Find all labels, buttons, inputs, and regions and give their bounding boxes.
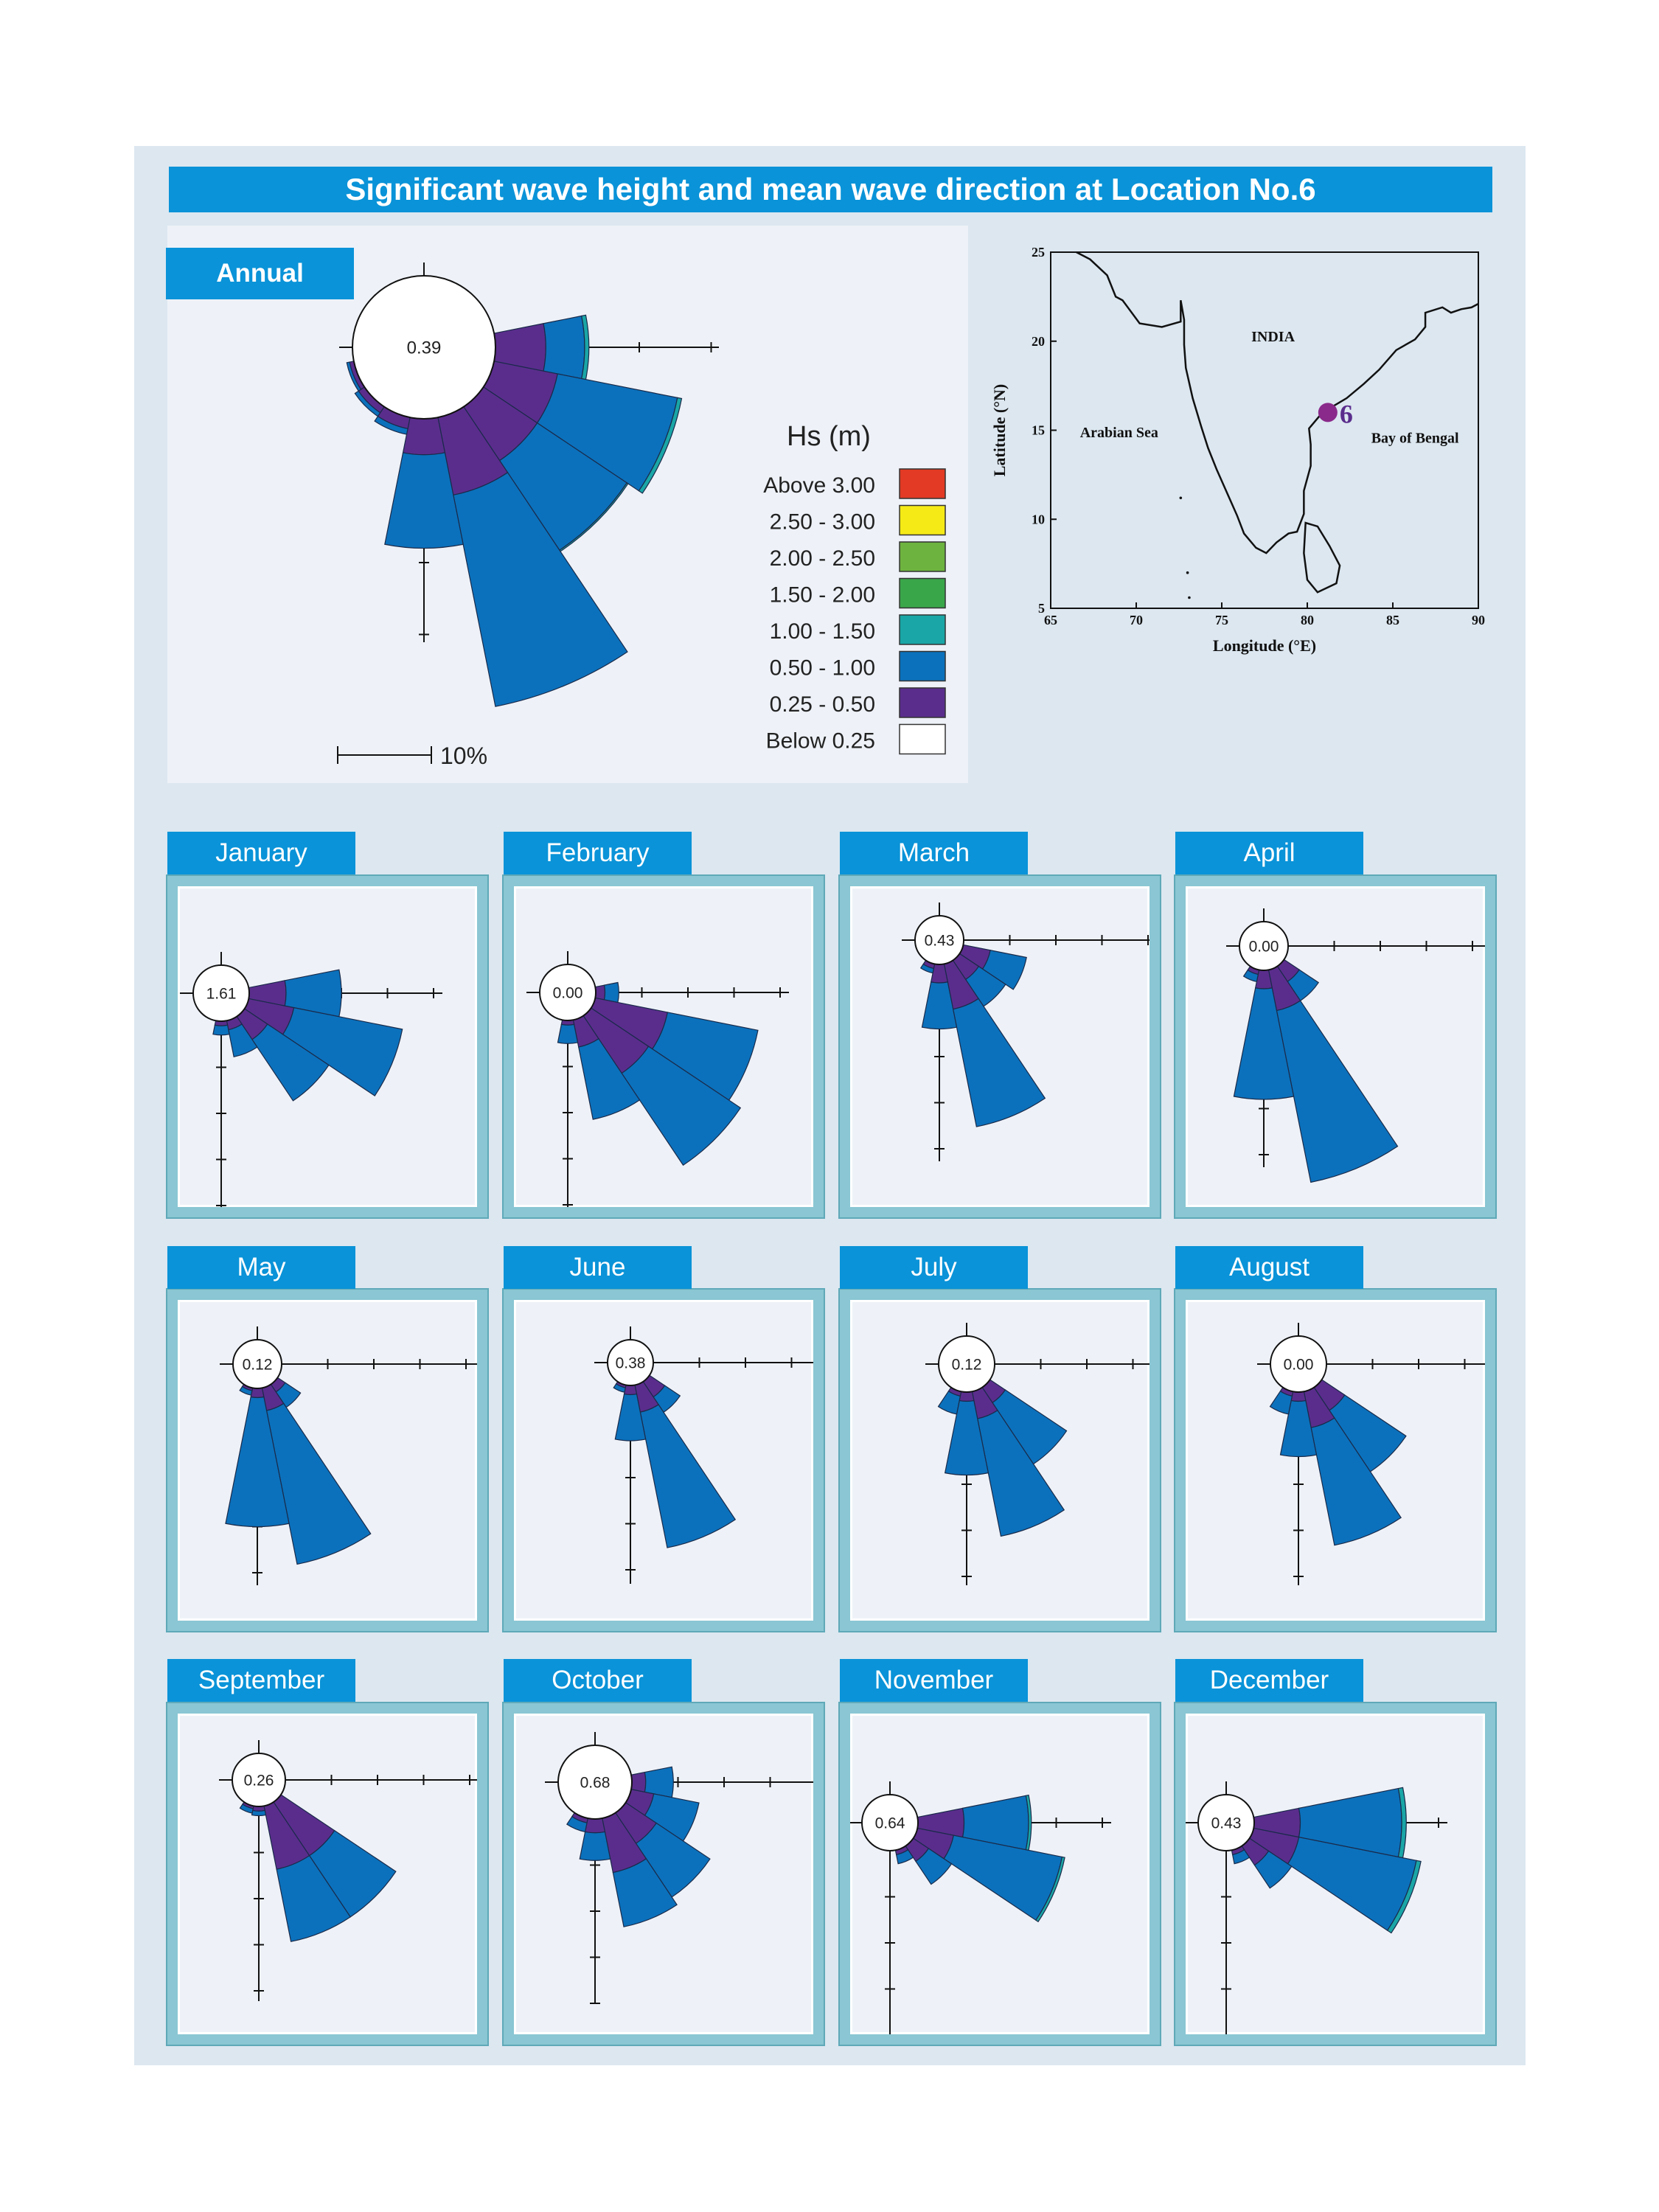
- march-tag: March: [840, 832, 1028, 874]
- legend-swatch: [900, 469, 945, 498]
- map-y-label: Latitude (°N): [990, 383, 1009, 477]
- february-chart-frame: [504, 876, 824, 1217]
- september-windrose: [178, 1714, 477, 2034]
- annual-windrose: [167, 226, 968, 783]
- january-tag: January: [167, 832, 355, 874]
- october-petal-180-bin-1: [580, 1832, 610, 1860]
- september-chart-frame: [167, 1703, 487, 2045]
- july-calm-label: 0.12: [951, 1356, 982, 1374]
- april-calm-label: 0.00: [1248, 938, 1279, 956]
- map-label-bay: Bay of Bengal: [1371, 430, 1459, 447]
- march-calm-label: 0.43: [924, 932, 955, 950]
- map-x-label: Longitude (°E): [1212, 636, 1317, 655]
- december-chart-frame: [1175, 1703, 1495, 2045]
- august-petal-180-bin-0: [1291, 1391, 1306, 1401]
- february-windrose: [514, 886, 813, 1207]
- october-petal-90-bin-0: [631, 1773, 646, 1792]
- may-calm-label: 0.12: [242, 1356, 273, 1374]
- legend-label: 1.50 - 2.00: [769, 582, 875, 608]
- january-windrose: [178, 886, 477, 1207]
- location-map: [977, 236, 1493, 678]
- annual-scale-label: 10%: [440, 742, 488, 769]
- august-tag: August: [1175, 1246, 1363, 1289]
- november-tag: November: [840, 1659, 1028, 1702]
- map-x-tick-label: 90: [1472, 613, 1485, 627]
- july-petal-180-bin-0: [959, 1391, 974, 1401]
- map-coastline: [1077, 252, 1478, 553]
- may-tag: May: [167, 1246, 355, 1289]
- legend-swatch: [900, 506, 945, 535]
- june-tag: June: [504, 1246, 692, 1289]
- map-island: [1188, 597, 1191, 599]
- july-chart-frame: [840, 1290, 1160, 1631]
- october-petal-180-bin-0: [585, 1818, 605, 1833]
- january-calm-label: 1.61: [206, 985, 237, 1003]
- july-tag: July: [840, 1246, 1028, 1289]
- august-windrose: [1186, 1300, 1485, 1621]
- june-calm-label: 0.38: [615, 1354, 646, 1372]
- map-y-tick-label: 10: [1032, 512, 1045, 527]
- february-petal-180-bin-1: [557, 1024, 577, 1043]
- legend-title: Hs (m): [787, 421, 871, 452]
- december-tag: December: [1175, 1659, 1363, 1702]
- map-label-arabian_sea: Arabian Sea: [1079, 425, 1158, 442]
- december-calm-label: 0.43: [1211, 1815, 1242, 1832]
- map-island: [1180, 496, 1183, 499]
- june-petal-157.5-bin-1: [640, 1405, 735, 1548]
- legend-swatch: [900, 542, 945, 571]
- map-location-marker: [1318, 403, 1338, 422]
- may-petal-180-bin-0: [251, 1388, 264, 1397]
- map-x-tick-label: 80: [1301, 613, 1314, 627]
- legend-label: 1.00 - 1.50: [769, 619, 875, 644]
- legend-swatch: [900, 688, 945, 717]
- november-windrose: [850, 1714, 1150, 2034]
- annual-tag: [166, 248, 354, 299]
- map-location-label: 6: [1339, 399, 1353, 429]
- map-y-tick-label: 25: [1032, 245, 1045, 260]
- map-label-india: INDIA: [1251, 328, 1295, 345]
- map-x-tick-label: 75: [1215, 613, 1228, 627]
- legend-swatch: [900, 652, 945, 681]
- legend-swatch: [900, 579, 945, 608]
- march-windrose: [850, 886, 1150, 1207]
- november-chart-frame: [840, 1703, 1160, 2045]
- february-calm-label: 0.00: [552, 984, 583, 1002]
- june-windrose: [514, 1300, 813, 1621]
- legend-label: 0.25 - 0.50: [769, 692, 875, 717]
- october-chart-frame: [504, 1703, 824, 2045]
- january-chart-frame: [167, 876, 487, 1217]
- may-chart-frame: [167, 1290, 487, 1631]
- september-calm-label: 0.26: [243, 1772, 274, 1790]
- february-petal-90-bin-0: [595, 985, 605, 1000]
- march-petal-157.5-bin-1: [953, 998, 1046, 1127]
- march-chart-frame: [840, 876, 1160, 1217]
- legend-label: 2.00 - 2.50: [769, 546, 875, 571]
- map-y-tick-label: 5: [1038, 601, 1045, 616]
- map-sri-lanka: [1304, 523, 1340, 592]
- annual-chart-box: [167, 226, 968, 783]
- april-petal-157.5-bin-1: [1276, 1001, 1397, 1182]
- legend-swatch: [900, 615, 945, 644]
- december-windrose: [1186, 1714, 1485, 2034]
- february-petal-90-bin-1: [605, 982, 619, 1002]
- annual-petal-90-bin-1: [543, 316, 585, 378]
- legend-swatch: [900, 725, 945, 754]
- map-y-tick-label: 20: [1032, 333, 1045, 349]
- april-chart-frame: [1175, 876, 1495, 1217]
- map-x-tick-label: 70: [1130, 613, 1143, 627]
- april-tag: April: [1175, 832, 1363, 874]
- map-island: [1186, 571, 1189, 574]
- legend-label: 2.50 - 3.00: [769, 509, 875, 535]
- september-petal-180-bin-1: [252, 1810, 266, 1815]
- annual-calm-label: 0.39: [406, 338, 442, 358]
- october-windrose: [514, 1714, 813, 2034]
- february-tag: February: [504, 832, 692, 874]
- legend-label: Below 0.25: [765, 728, 875, 754]
- annual-tag-label: Annual: [216, 259, 304, 288]
- page-title: Significant wave height and mean wave direction at Location No.6: [169, 167, 1492, 212]
- september-tag: September: [167, 1659, 355, 1702]
- legend-label: Above 3.00: [763, 473, 875, 498]
- july-windrose: [850, 1300, 1150, 1621]
- august-chart-frame: [1175, 1290, 1495, 1631]
- january-petal-180-bin-1: [213, 1025, 229, 1034]
- map-x-tick-label: 65: [1044, 613, 1057, 627]
- may-petal-157.5-bin-1: [267, 1403, 371, 1564]
- legend-label: 0.50 - 1.00: [769, 655, 875, 681]
- map-x-tick-label: 85: [1386, 613, 1399, 627]
- october-calm-label: 0.68: [580, 1774, 611, 1792]
- november-calm-label: 0.64: [874, 1815, 905, 1832]
- map-y-tick-label: 15: [1032, 422, 1045, 438]
- may-windrose: [178, 1300, 477, 1621]
- june-chart-frame: [504, 1290, 824, 1631]
- october-tag: October: [504, 1659, 692, 1702]
- april-windrose: [1186, 886, 1485, 1207]
- august-calm-label: 0.00: [1283, 1356, 1314, 1374]
